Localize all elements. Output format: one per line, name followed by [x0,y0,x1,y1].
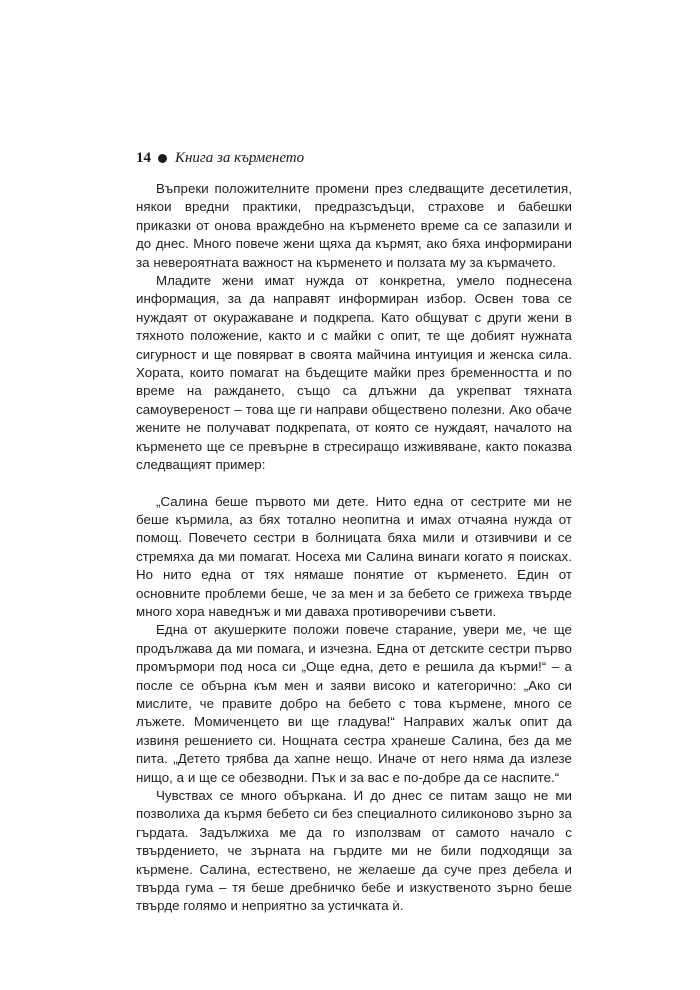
paragraph: Въпреки положителните промени през следващите десетилетия, някои вредни практики, предразсъдъци, страхове и бабешки приказки от онова враждебно на кърменето време са се запазили и до днес. Много повече жени щяха да кърмят, ако бяха информирани за невероятната важност на кърменето и ползата му за кърмачето. [136,181,572,270]
quote-paragraph: Една от акушерките положи повече старание, увери ме, че ще продължава да ми помага, и изчезна. Една от детските сестри първо промърмори под носа си „Още една, дето е решила да кърми!“ – а после се обърна към мен и заяви високо и категорично: „Ако си мислите, че правите добро на бебето с това кърмене, много се лъжете. Момиченцето ви ще гладува!“ Направих жалък опит да извиня решението си. Нощната сестра хранеше Салина, без да ме пита. „Детето трябва да хапне нещо. Иначе от него няма да излезе нищо, а и ще се обезводни. Пък и за вас е по-добре да се наспите.“ [136,622,572,785]
page-number: 14 [136,149,151,166]
book-title: Книга за кърменето [175,149,305,166]
bullet-icon [158,154,167,163]
running-header [136,148,304,168]
quote-paragraph: „Салина беше първото ми дете. Нито една от сестрите ми не беше кърмила, аз бях тотално неопитна и имах отчаяна нужда от помощ. Повечето сестри в болницата бяха мили и отзивчиви и се стремяха да ми помагат. Носеха ми Салина винаги когато я поисках. Но нито една от тях нямаше понятие от кърменето. Един от основните проблеми беше, че за мен и за бебето се грижеха твърде много хора наведнъж и ми даваха противоречиви съвети. [136,493,572,619]
paragraph: Младите жени имат нужда от конкретна, умело поднесена информация, за да направят информиран избор. Освен това се нуждаят от окуражаване и подкрепа. Като общуват с други жени в тяхното положение, както и с майки с опит, те ще добият нужната сигурност и ще повярват в своята майчина интуиция и женска сила. Хората, които помагат на бъдещите майки през бременността и по време на раждането, също са длъжни да укрепват тяхната самоувереност – това ще ги направи обществено полезни. Ако обаче жените не получават подкрепата, от която се нуждаят, началото на кърменето ще се превърне в стресиращо изживяване, както показва следващият пример: [136,273,572,473]
body-text [136,180,572,916]
quote-paragraph: Чувствах се много объркана. И до днес се питам защо не ми позволиха да кърмя бебето си без специалното силиконово зърно за гърдата. Задължиха ме да го използвам от самото начало с твърдението, че зърната на гърдите ми не били подходящи за кърмене. Салина, естествено, не желаеше да суче през дебела и твърда гума – тя беше дребничко бебе и изкуственото зърно беше твърде голямо и неприятно за устичката ѝ. [136,788,572,914]
